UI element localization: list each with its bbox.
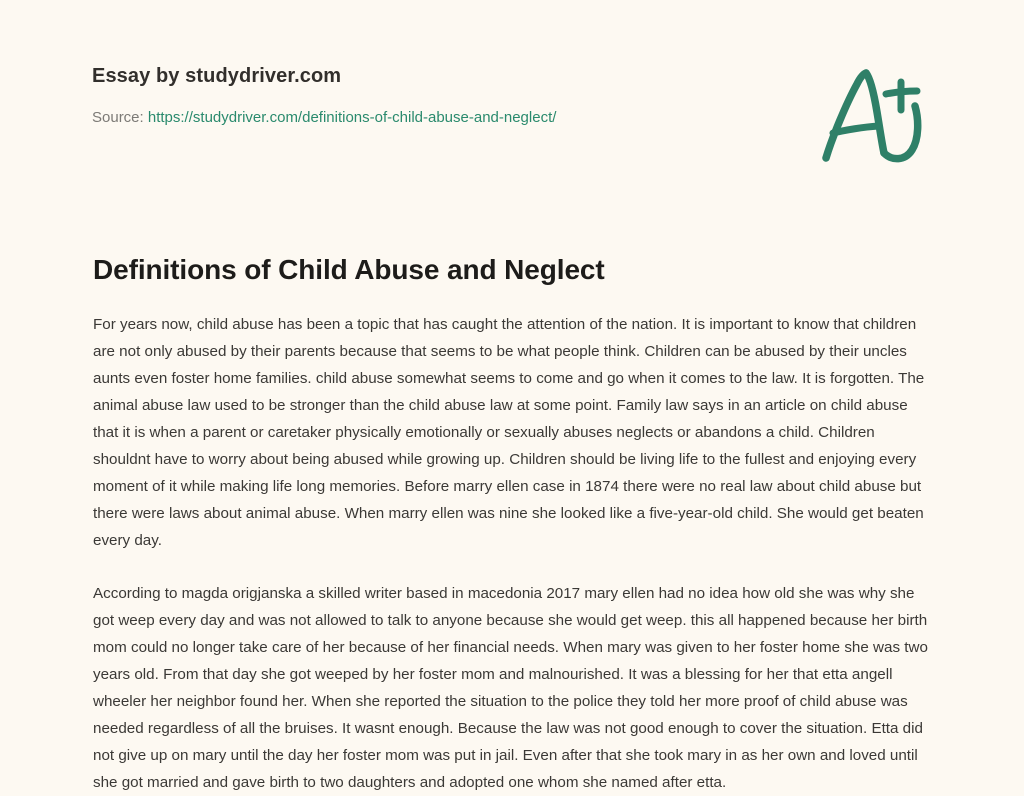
source-line	[92, 107, 792, 128]
essay-body	[93, 311, 933, 796]
page-title: Definitions of Child Abuse and Neglect	[93, 254, 605, 285]
source-url-link[interactable]: https://studydriver.com/definitions-of-child-abuse-and-neglect/	[147, 109, 557, 126]
essay-attribution: Essay by studydriver.com	[92, 65, 342, 87]
a-plus-logo	[812, 60, 932, 168]
paragraph: According to magda origjanska a skilled writer based in macedonia 2017 mary ellen had no idea how old she was why she got weep every day and was not allowed to talk to anyone because she would get weep. this all happened because her birth mom could no longer take care of her because of her financial needs. When mary was given to her foster home she was two years old. From that day she got weeped by her foster mom and malnourished. It was a blessing for her that etta angell wheeler her neighbor found her. When she reported the situation to the police they told her more proof of child abuse was needed regardless of all the bruises. It wasnt enough. Because the law was not good enough to cover the situation. Etta did not give up on mary until the day her foster mom was put in jail. Even after that she took mary in as her own and loved until she got married and gave birth to two daughters and adopted one whom she named after etta.	[93, 585, 928, 791]
source-label: Source:	[92, 109, 144, 126]
page-header	[92, 62, 792, 128]
paragraph: For years now, child abuse has been a topic that has caught the attention of the nation. It is important to know that children are not only abused by their parents because that seems to be what people think. Children can be abused by their uncles aunts even foster home families. child abuse somewhat seems to come and go when it comes to the law. It is forgotten. The animal abuse law used to be stronger than the child abuse law at some point. Family law says in an article on child abuse that it is when a parent or caretaker physically emotionally or sexually abuses neglects or abandons a child. Children shouldnt have to worry about being abused while growing up. Children should be living life to the fullest and enjoying every moment of it while making life long memories. Before marry ellen case in 1874 there were no real law about child abuse but there were laws about animal abuse. When marry ellen was nine she looked like a five-year-old child. She would get beaten every day.	[93, 316, 925, 549]
